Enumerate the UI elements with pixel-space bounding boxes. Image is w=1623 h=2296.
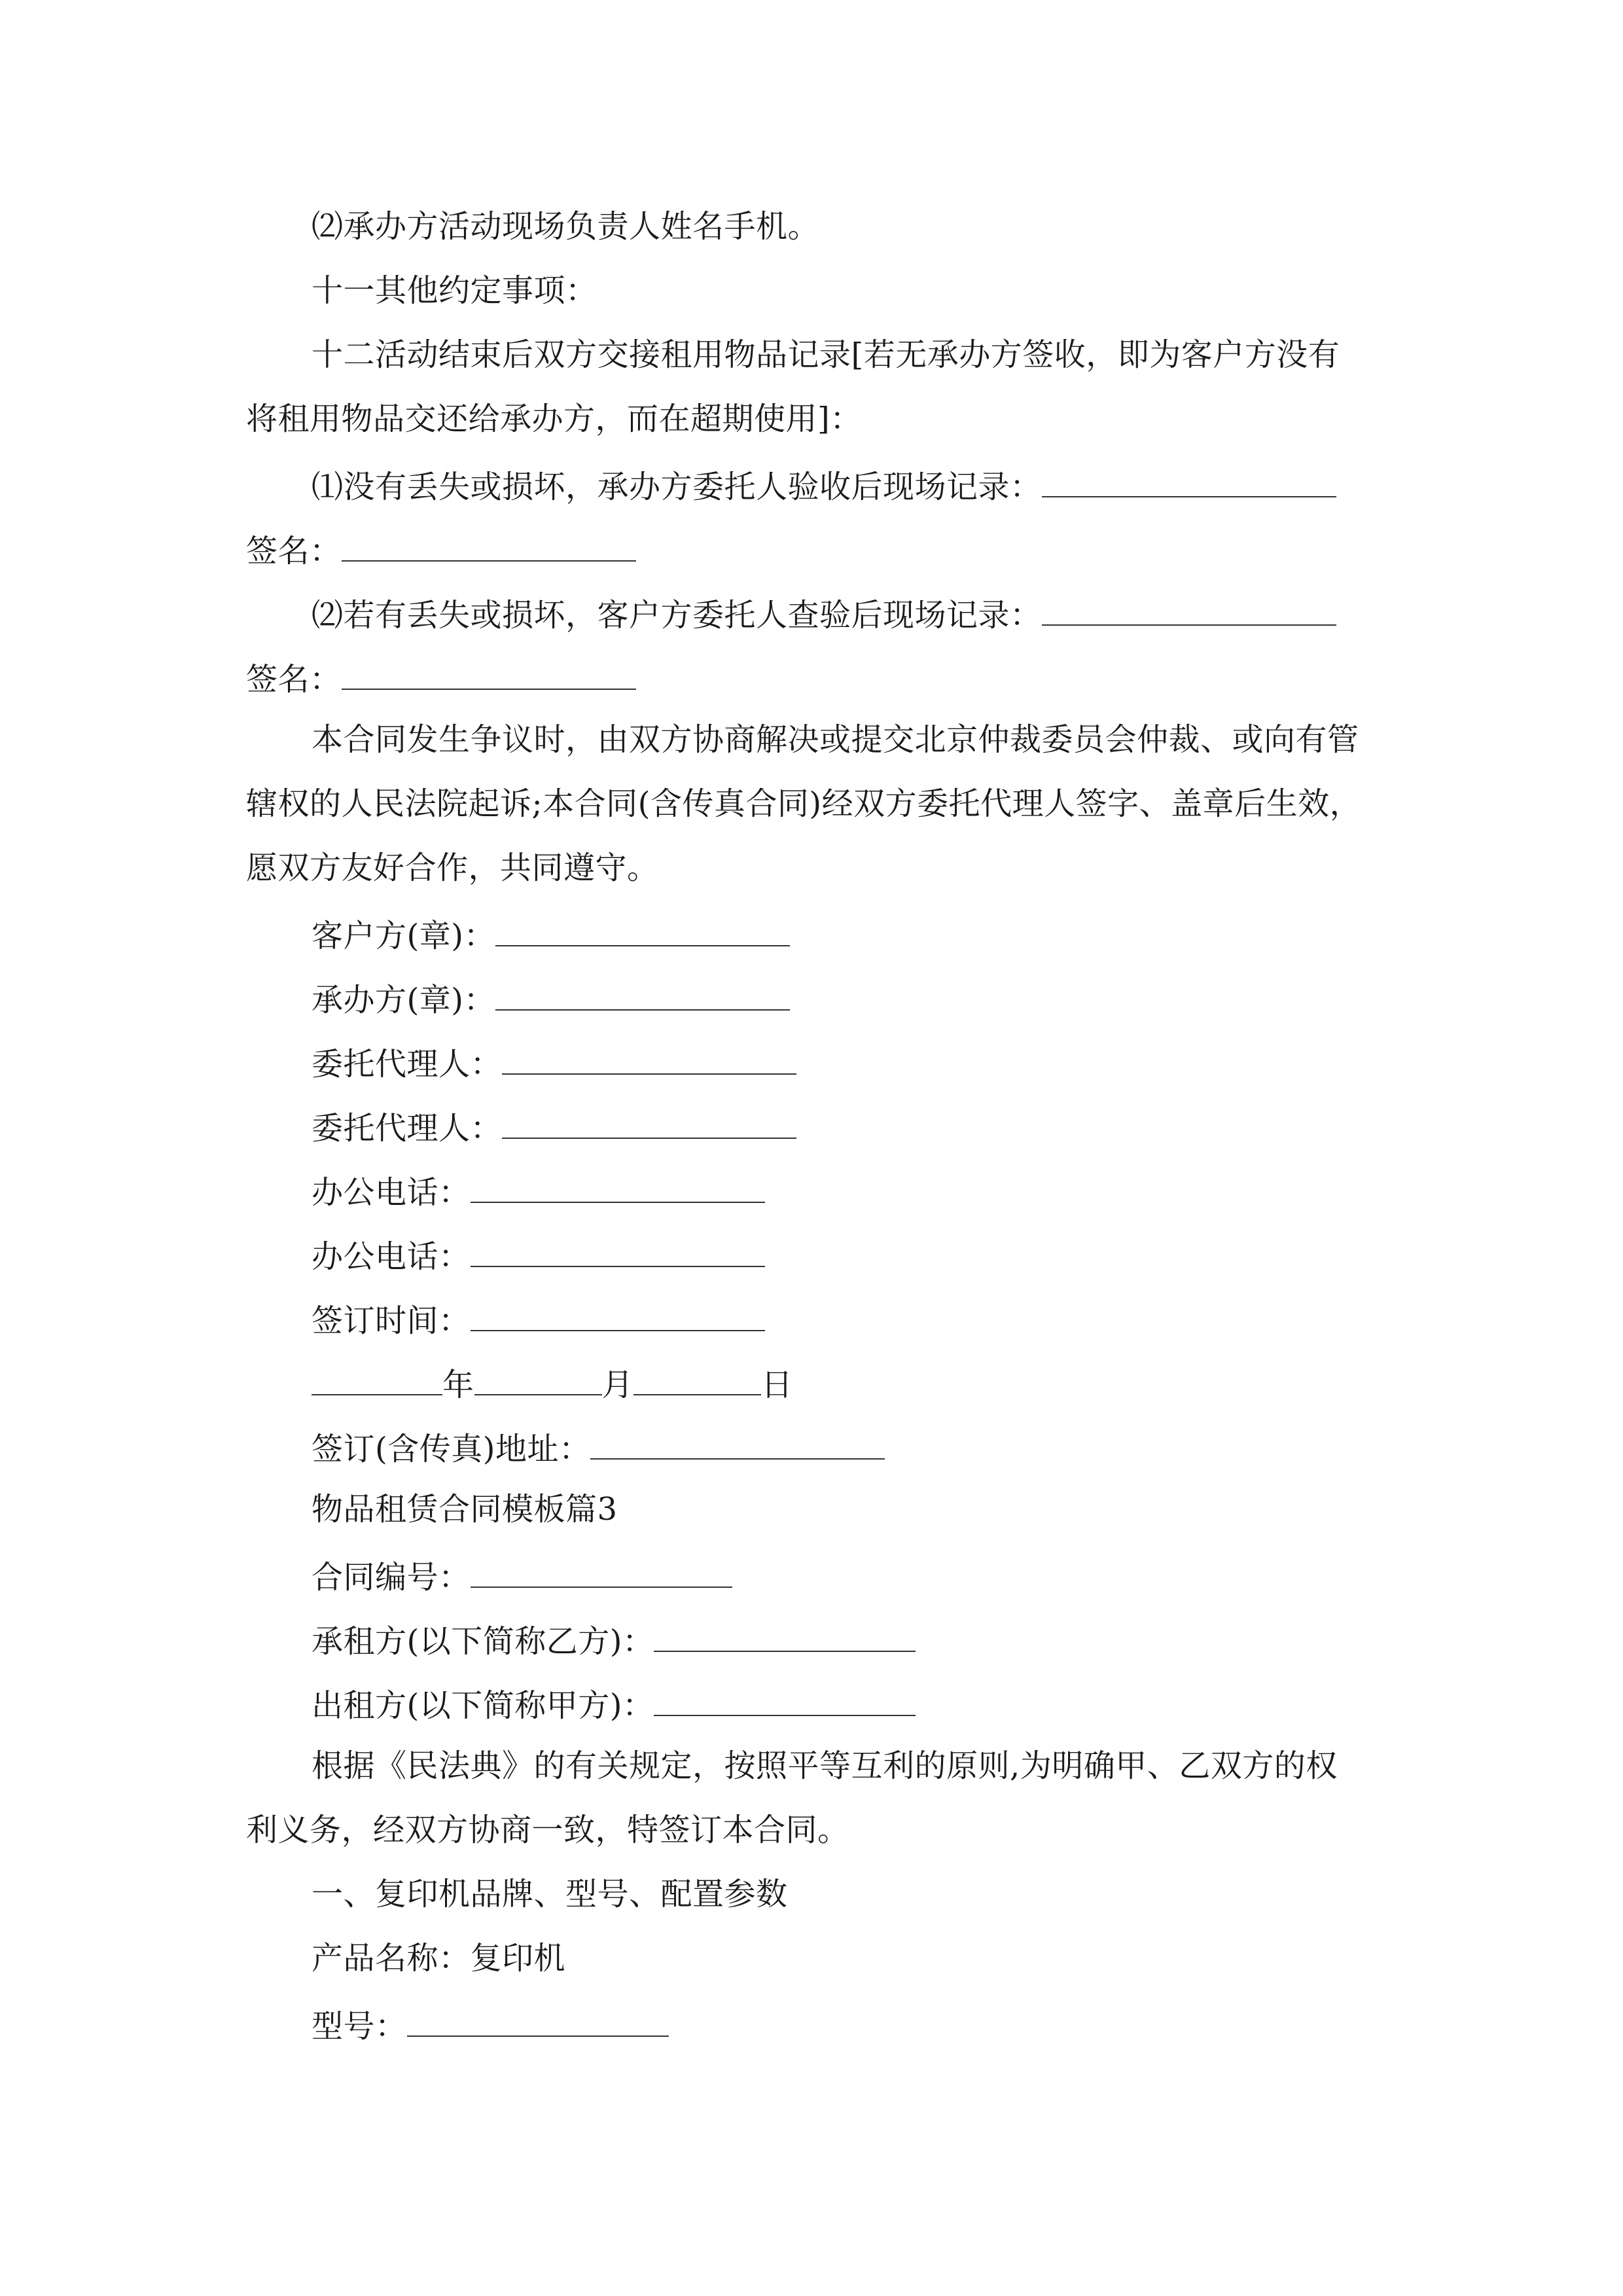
clause-contact-person: ⑵承办方活动现场负责人姓名手机。	[312, 208, 820, 245]
model-field[interactable]	[407, 2007, 669, 2037]
lessor-line: 出租方(以下简称甲方)：	[312, 1686, 916, 1721]
record-loss: ⑵若有丢失或损坏，客户方委托人查验后现场记录：	[312, 596, 1336, 631]
organizer-seal-field[interactable]	[495, 980, 790, 1011]
preamble-line-2: 利义务，经双方协商一致，特签订本合同。	[246, 1812, 849, 1848]
office-phone-field-1[interactable]	[471, 1173, 765, 1203]
agent-field-2[interactable]	[502, 1109, 796, 1139]
agent-line-1: 委托代理人：	[312, 1045, 796, 1080]
dispute-paragraph-line-1: 本合同发生争议时，由双方协商解决或提交北京仲裁委员会仲裁、或向有管	[312, 721, 1359, 758]
date-line: 年 月 日	[312, 1365, 793, 1401]
signing-address-line: 签订(含传真)地址：	[312, 1429, 885, 1465]
client-seal-line: 客户方(章)：	[312, 916, 790, 952]
agent-field-1[interactable]	[502, 1045, 796, 1075]
office-phone-field-2[interactable]	[471, 1237, 765, 1267]
clause-12-line-1: 十二活动结束后双方交接租用物品记录[若无承办方签收，即为客户方没有	[312, 336, 1340, 373]
signing-time-field[interactable]	[471, 1301, 765, 1331]
clause-12-line-2: 将租用物品交还给承办方，而在超期使用]：	[246, 401, 862, 437]
day-field[interactable]	[633, 1365, 761, 1395]
preamble-line-1: 根据《民法典》的有关规定，按照平等互利的原则,为明确甲、乙双方的权	[312, 1748, 1338, 1784]
signature-line-1: 签名：	[246, 531, 636, 567]
office-phone-line-2: 办公电话：	[312, 1237, 765, 1272]
dispute-paragraph-line-2: 辖权的人民法院起诉;本合同(含传真合同)经双方委托代理人签字、盖章后生效，	[246, 785, 1362, 822]
lessor-field[interactable]	[654, 1686, 916, 1716]
lessee-line: 承租方(以下简称乙方)：	[312, 1622, 916, 1657]
lessee-field[interactable]	[654, 1622, 916, 1652]
signing-address-field[interactable]	[590, 1429, 885, 1460]
model-line: 型号：	[312, 2007, 669, 2042]
office-phone-line-1: 办公电话：	[312, 1173, 765, 1208]
month-field[interactable]	[474, 1365, 602, 1395]
year-field[interactable]	[312, 1365, 442, 1395]
dispute-paragraph-line-3: 愿双方友好合作，共同遵守。	[246, 850, 659, 886]
clause-11-heading: 十一其他约定事项：	[312, 272, 597, 309]
signature-field-2[interactable]	[342, 660, 636, 690]
agent-line-2: 委托代理人：	[312, 1109, 796, 1144]
signing-time-line: 签订时间：	[312, 1301, 765, 1336]
record-no-loss: ⑴没有丢失或损坏，承办方委托人验收后现场记录：	[312, 467, 1336, 503]
record-loss-field[interactable]	[1042, 596, 1336, 626]
section-1-heading: 一、复印机品牌、型号、配置参数	[312, 1876, 788, 1912]
signature-line-2: 签名：	[246, 660, 636, 695]
product-name-line: 产品名称：复印机	[312, 1940, 566, 1977]
contract-number-line: 合同编号：	[312, 1558, 732, 1593]
record-no-loss-field[interactable]	[1042, 467, 1336, 497]
client-seal-field[interactable]	[495, 916, 790, 946]
section-title-3: 物品租赁合同模板篇3	[312, 1491, 618, 1528]
signature-field-1[interactable]	[342, 531, 636, 562]
organizer-seal-line: 承办方(章)：	[312, 980, 790, 1016]
contract-number-field[interactable]	[471, 1558, 732, 1588]
